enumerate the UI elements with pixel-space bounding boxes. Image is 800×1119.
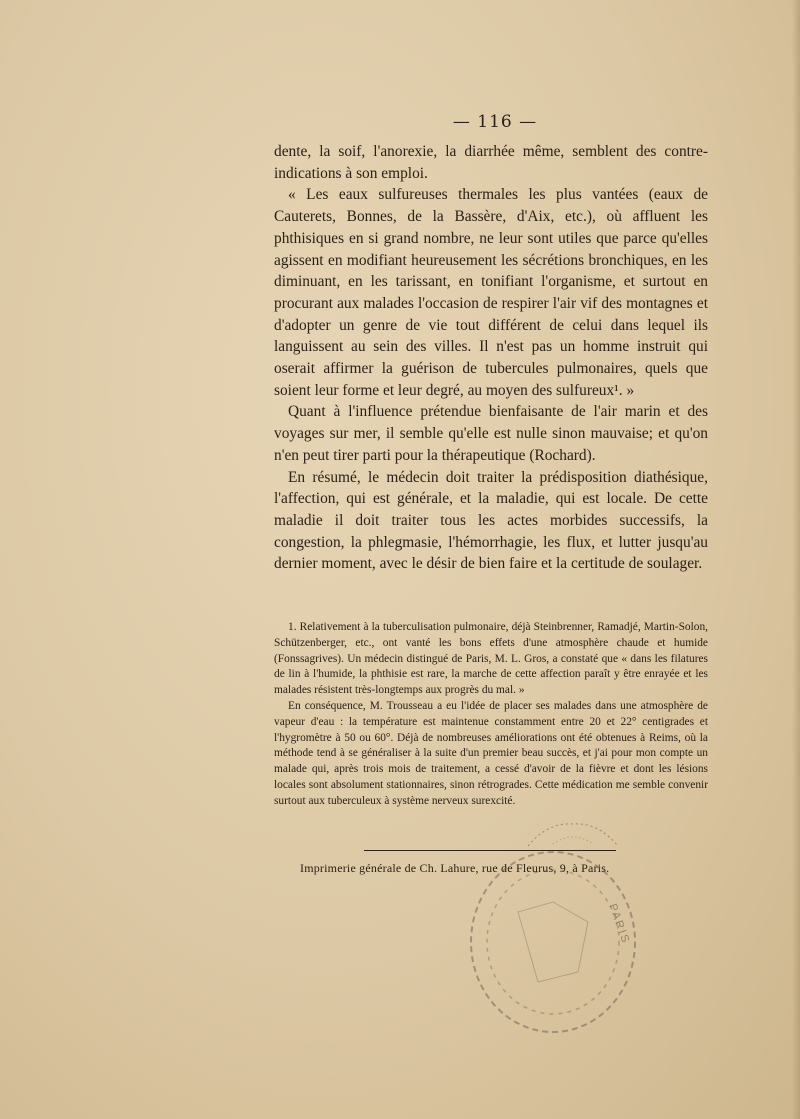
body-text (274, 141, 708, 575)
paragraph: En résumé, le médecin doit traiter la prédisposition diathésique, l'affection, qui est générale, et la maladie, qui est locale. De cette maladie il doit traiter tous les actes morbides successifs, la congestion, la phlegmasie, l'hémorrhagie, les flux, et lutter jusqu'au dernier moment, avec le désir de bien faire et la certitude de soulager. (274, 468, 708, 573)
page-edge (792, 0, 800, 1119)
paragraph: Quant à l'influence prétendue bienfaisante de l'air marin et des voyages sur mer, il semble qu'elle est nulle sinon mauvaise; et qu'on n'en peut tirer parti pour la thérapeutique (Rochard). (274, 403, 708, 464)
page-number: — 116 — (452, 112, 538, 132)
printer-imprint: Imprimerie générale de Ch. Lahure, rue de Fleurus, 9, à Paris. (300, 861, 610, 875)
footnote: En conséquence, M. Trousseau a eu l'idée de placer ses malades dans une atmosphère de vapeur d'eau : la température est maintenue constamment entre 20 et 22° centigrades et l'hygromètre à 50 ou 60°. Déjà de nombreuses améliorations ont été obtenues à Reims, où la méthode tend à se généraliser à la suite d'un premier beau succès, et j'ai pour mon compte un malade qui, après trois mois de traitement, a cessé d'avoir de la fièvre et dont les lésions locales sont absolument stationnaires, sinon rétrogrades. Cette médication me semble convenir surtout aux tuberculeux à système nerveux surexcité. (274, 699, 708, 807)
footnotes (274, 620, 708, 810)
paragraph: « Les eaux sulfureuses thermales les plus vantées (eaux de Cauterets, Bonnes, de la Bassère, d'Aix, etc.), où affluent les phthisiques en si grand nombre, ne leur sont utiles que parce qu'elles agissent en modifiant heureusement les sécrétions bronchiques, en les diminuant, en les tarissant, en tonifiant l'organisme, et surtout en procurant aux malades l'occasion de respirer l'air vif des montagnes et d'adopter un genre de vie tout différent de celui dans lequel ils languissent au sein des villes. Il n'est pas un homme instruit qui oserait affirmer la guérison de tubercules pulmonaires, quels que soient leur forme et leur degré, au moyen des sulfureux¹. » (274, 186, 708, 399)
stamp-label: PARIS (606, 902, 632, 946)
footnote: 1. Relativement à la tuberculisation pulmonaire, déjà Steinbrenner, Ramadjé, Martin-Solon, Schützenberger, etc., ont vanté les bons effets d'une atmosphère chaude et humide (Fonssagrives). Un médecin distingué de Paris, M. L. Gros, a constaté que « dans les filatures de lin à l'humide, la phthisie est rare, la marche de cette affection paraît y être enrayée et les malades résistent très-longtemps aux progrès du mal. » (274, 621, 708, 697)
paragraph: dente, la soif, l'anorexie, la diarrhée même, semblent des contre-indications à son emploi. (274, 143, 708, 182)
